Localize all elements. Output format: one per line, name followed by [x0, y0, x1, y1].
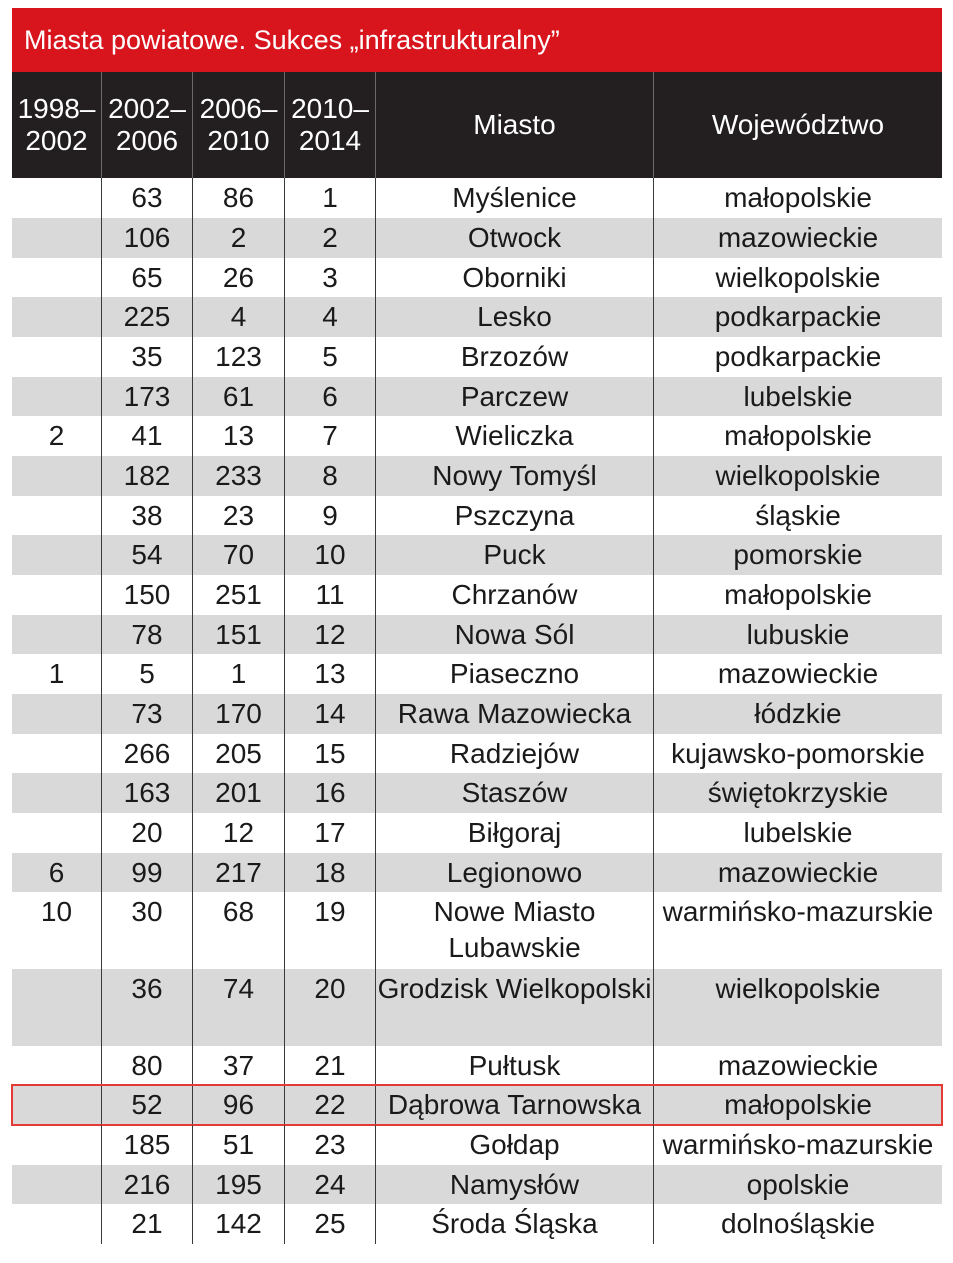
cell-2010-2014: 19	[285, 892, 376, 969]
cell-2006-2010: 70	[193, 535, 285, 575]
cell-voivodeship: lubelskie	[743, 817, 853, 848]
cell-city: Dąbrowa Tarnowska	[376, 1085, 654, 1125]
cell-1998-2002	[12, 1125, 102, 1165]
cell-voivodeship: małopolskie	[724, 1089, 872, 1120]
cell-2010-2014: 10	[285, 535, 376, 575]
table-row	[12, 734, 942, 773]
cell-voivodeship: dolnośląskie	[720, 1208, 876, 1239]
table-row	[12, 535, 942, 575]
cell-2002-2006: 225	[102, 297, 193, 337]
cell-2006-2010: 37	[193, 1046, 285, 1085]
column-header-miasto: Miasto	[376, 72, 654, 178]
cell-city: Rawa Mazowiecka	[376, 694, 654, 734]
cell-2006-2010: 123	[193, 337, 285, 377]
cell-2002-2006: 216	[102, 1165, 193, 1204]
cell-city: Pszczyna	[376, 496, 654, 535]
table-row	[12, 456, 942, 496]
cell-2002-2006: 173	[102, 377, 193, 416]
cell-city: Otwock	[376, 218, 654, 258]
cell-2010-2014: 15	[285, 734, 376, 773]
cell-city: Chrzanów	[376, 575, 654, 615]
cell-2002-2006: 99	[102, 853, 193, 892]
table-body	[12, 178, 942, 1244]
table-title: Miasta powiatowe. Sukces „infrastrukturalny”	[12, 8, 942, 72]
table-row	[12, 813, 942, 853]
cell-voivodeship: podkarpackie	[714, 341, 882, 372]
cell-2010-2014: 12	[285, 615, 376, 654]
cell-1998-2002	[12, 694, 102, 734]
cell-2010-2014: 14	[285, 694, 376, 734]
cell-2006-2010: 251	[193, 575, 285, 615]
table-row	[12, 258, 942, 297]
table-row	[12, 377, 942, 416]
cell-2006-2010: 2	[193, 218, 285, 258]
cell-voivodeship: małopolskie	[724, 182, 872, 213]
cell-city: Nowa Sól	[376, 615, 654, 654]
cell-2006-2010: 4	[193, 297, 285, 337]
cell-2010-2014: 4	[285, 297, 376, 337]
cell-2002-2006: 35	[102, 337, 193, 377]
cell-2006-2010: 142	[193, 1204, 285, 1244]
cell-2002-2006: 63	[102, 178, 193, 218]
table-header	[12, 72, 942, 178]
cell-2002-2006: 65	[102, 258, 193, 297]
ranking-table	[12, 8, 942, 1244]
cell-city: Parczew	[376, 377, 654, 416]
cell-2010-2014: 23	[285, 1125, 376, 1165]
cell-2010-2014: 21	[285, 1046, 376, 1085]
cell-2010-2014: 17	[285, 813, 376, 853]
cell-2010-2014: 20	[285, 969, 376, 1046]
cell-city: Gołdap	[376, 1125, 654, 1165]
cell-1998-2002	[12, 1046, 102, 1085]
cell-2006-2010: 1	[193, 654, 285, 694]
cell-2010-2014: 2	[285, 218, 376, 258]
table-row	[12, 416, 942, 456]
cell-2002-2006: 21	[102, 1204, 193, 1244]
cell-1998-2002: 6	[12, 853, 102, 892]
cell-2002-2006: 41	[102, 416, 193, 456]
cell-voivodeship: śląskie	[755, 500, 841, 531]
table-row	[12, 694, 942, 734]
cell-2002-2006: 185	[102, 1125, 193, 1165]
cell-2006-2010: 96	[193, 1085, 285, 1125]
cell-1998-2002	[12, 297, 102, 337]
cell-1998-2002	[12, 258, 102, 297]
cell-2006-2010: 86	[193, 178, 285, 218]
cell-city: Nowe Miasto Lubawskie	[376, 892, 654, 969]
cell-voivodeship: pomorskie	[733, 539, 863, 570]
table-row	[12, 1046, 942, 1085]
cell-voivodeship: warmińsko-mazurskie	[662, 896, 934, 927]
cell-2010-2014: 9	[285, 496, 376, 535]
cell-1998-2002: 10	[12, 892, 102, 969]
cell-city: Lesko	[376, 297, 654, 337]
cell-2002-2006: 106	[102, 218, 193, 258]
cell-city: Staszów	[376, 773, 654, 813]
cell-2002-2006: 54	[102, 535, 193, 575]
cell-2002-2006: 36	[102, 969, 193, 1046]
cell-2010-2014: 1	[285, 178, 376, 218]
cell-2002-2006: 163	[102, 773, 193, 813]
cell-2006-2010: 51	[193, 1125, 285, 1165]
table-row	[12, 178, 942, 218]
cell-1998-2002: 1	[12, 654, 102, 694]
cell-1998-2002	[12, 734, 102, 773]
cell-1998-2002	[12, 575, 102, 615]
table-row	[12, 969, 942, 1046]
column-header-2006-2010: 2006– 2010	[193, 72, 285, 178]
table-row	[12, 337, 942, 377]
column-header-2002-2006: 2002– 2006	[102, 72, 193, 178]
cell-city: Brzozów	[376, 337, 654, 377]
cell-1998-2002	[12, 218, 102, 258]
cell-city: Oborniki	[376, 258, 654, 297]
cell-2006-2010: 151	[193, 615, 285, 654]
cell-voivodeship: świętokrzyskie	[707, 777, 889, 808]
cell-2010-2014: 13	[285, 654, 376, 694]
table-row	[12, 892, 942, 969]
cell-1998-2002	[12, 1085, 102, 1125]
cell-1998-2002	[12, 377, 102, 416]
cell-city: Wieliczka	[376, 416, 654, 456]
cell-voivodeship: lubelskie	[743, 381, 853, 412]
table-row	[12, 615, 942, 654]
cell-1998-2002: 2	[12, 416, 102, 456]
table-row	[12, 1165, 942, 1204]
cell-1998-2002	[12, 178, 102, 218]
cell-2002-2006: 73	[102, 694, 193, 734]
cell-voivodeship: mazowieckie	[717, 658, 879, 689]
cell-2006-2010: 233	[193, 456, 285, 496]
cell-voivodeship: lubuskie	[746, 619, 850, 650]
cell-voivodeship: mazowieckie	[717, 857, 879, 888]
cell-city: Biłgoraj	[376, 813, 654, 853]
cell-2002-2006: 30	[102, 892, 193, 969]
cell-2002-2006: 150	[102, 575, 193, 615]
table-row	[12, 1125, 942, 1165]
cell-voivodeship: podkarpackie	[714, 301, 882, 332]
cell-2006-2010: 26	[193, 258, 285, 297]
cell-city: Nowy Tomyśl	[376, 456, 654, 496]
cell-2002-2006: 38	[102, 496, 193, 535]
cell-city: Puck	[376, 535, 654, 575]
cell-2010-2014: 24	[285, 1165, 376, 1204]
cell-voivodeship: opolskie	[746, 1169, 850, 1200]
cell-voivodeship: warmińsko-mazurskie	[662, 1129, 934, 1160]
table-row	[12, 1204, 942, 1244]
cell-2010-2014: 11	[285, 575, 376, 615]
cell-2010-2014: 8	[285, 456, 376, 496]
cell-2010-2014: 5	[285, 337, 376, 377]
cell-city: Radziejów	[376, 734, 654, 773]
cell-2010-2014: 25	[285, 1204, 376, 1244]
cell-2002-2006: 78	[102, 615, 193, 654]
cell-1998-2002	[12, 337, 102, 377]
cell-city: Myślenice	[376, 178, 654, 218]
cell-2002-2006: 52	[102, 1085, 193, 1125]
cell-2006-2010: 68	[193, 892, 285, 969]
cell-city: Pułtusk	[376, 1046, 654, 1085]
cell-voivodeship: łódzkie	[754, 698, 842, 729]
cell-city: Legionowo	[376, 853, 654, 892]
cell-2006-2010: 201	[193, 773, 285, 813]
table-row	[12, 575, 942, 615]
cell-2010-2014: 3	[285, 258, 376, 297]
cell-2006-2010: 170	[193, 694, 285, 734]
cell-2010-2014: 22	[285, 1085, 376, 1125]
cell-1998-2002	[12, 1204, 102, 1244]
cell-2006-2010: 12	[193, 813, 285, 853]
cell-2010-2014: 6	[285, 377, 376, 416]
cell-1998-2002	[12, 496, 102, 535]
table-row	[12, 218, 942, 258]
cell-2002-2006: 80	[102, 1046, 193, 1085]
cell-1998-2002	[12, 773, 102, 813]
cell-city: Grodzisk Wielkopolski	[376, 969, 654, 1046]
cell-2002-2006: 20	[102, 813, 193, 853]
table-row-highlighted	[12, 1085, 942, 1125]
cell-2010-2014: 7	[285, 416, 376, 456]
cell-1998-2002	[12, 1165, 102, 1204]
cell-voivodeship: mazowieckie	[717, 1050, 879, 1081]
cell-voivodeship: wielkopolskie	[715, 973, 881, 1004]
table-row	[12, 496, 942, 535]
cell-voivodeship: mazowieckie	[717, 222, 879, 253]
cell-2002-2006: 182	[102, 456, 193, 496]
cell-2006-2010: 13	[193, 416, 285, 456]
cell-city: Piaseczno	[376, 654, 654, 694]
cell-2006-2010: 74	[193, 969, 285, 1046]
cell-voivodeship: małopolskie	[724, 579, 872, 610]
cell-2010-2014: 16	[285, 773, 376, 813]
column-header-2010-2014: 2010– 2014	[285, 72, 376, 178]
cell-voivodeship: małopolskie	[724, 420, 872, 451]
cell-2006-2010: 23	[193, 496, 285, 535]
cell-city: Środa Śląska	[376, 1204, 654, 1244]
table-row	[12, 773, 942, 813]
table-row	[12, 654, 942, 694]
cell-2002-2006: 266	[102, 734, 193, 773]
table-row	[12, 853, 942, 892]
cell-1998-2002	[12, 535, 102, 575]
column-header-wojewodztwo: Województwo	[711, 109, 885, 140]
cell-2006-2010: 217	[193, 853, 285, 892]
cell-voivodeship: wielkopolskie	[715, 460, 881, 491]
cell-voivodeship: wielkopolskie	[715, 262, 881, 293]
cell-1998-2002	[12, 813, 102, 853]
cell-1998-2002	[12, 969, 102, 1046]
cell-voivodeship: kujawsko-pomorskie	[671, 738, 925, 769]
cell-2006-2010: 195	[193, 1165, 285, 1204]
cell-2006-2010: 61	[193, 377, 285, 416]
column-header-1998-2002: 1998– 2002	[12, 72, 102, 178]
table-row	[12, 297, 942, 337]
cell-2006-2010: 205	[193, 734, 285, 773]
cell-city: Namysłów	[376, 1165, 654, 1204]
cell-1998-2002	[12, 615, 102, 654]
cell-2002-2006: 5	[102, 654, 193, 694]
cell-2010-2014: 18	[285, 853, 376, 892]
cell-1998-2002	[12, 456, 102, 496]
